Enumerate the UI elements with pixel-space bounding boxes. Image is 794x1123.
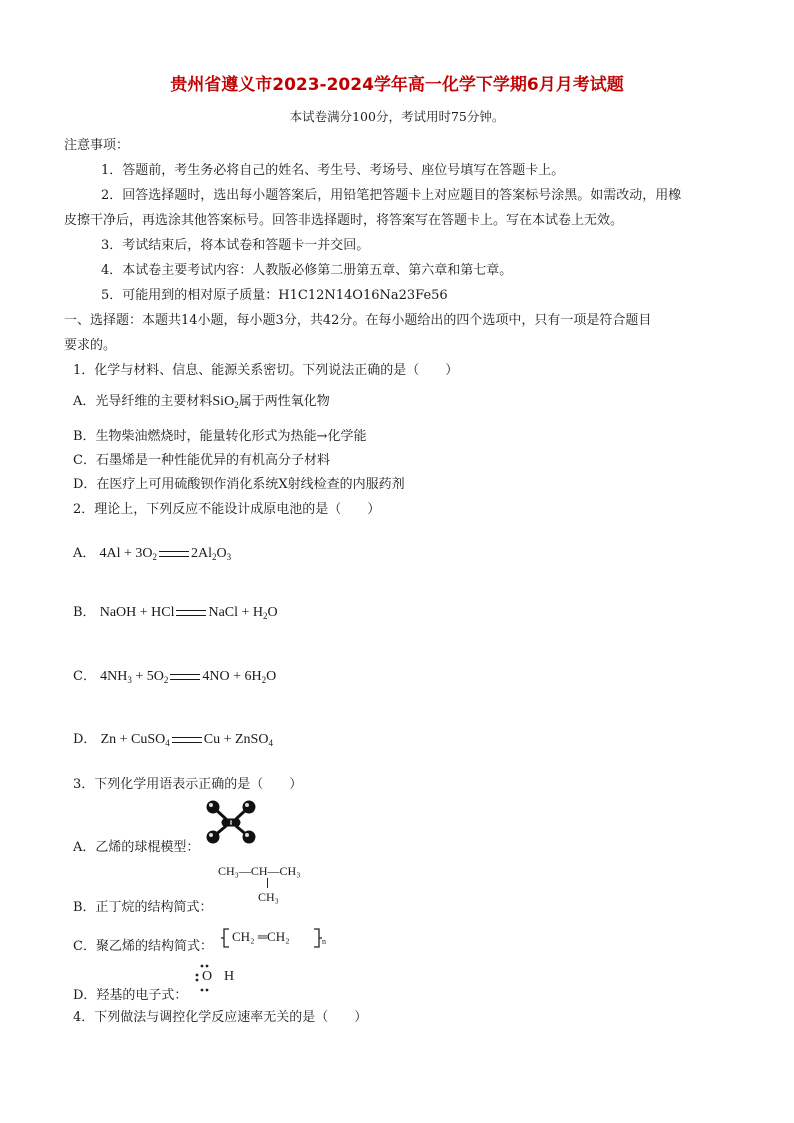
polymer-n-subscript: n	[322, 937, 326, 946]
question-1-option-b: B．生物柴油燃烧时，能量转化形式为热能→化学能	[73, 429, 367, 444]
question-2-option-b: B． NaOH + HCl NaCl + $H_2O$	[73, 605, 278, 621]
bracket-left-icon	[221, 927, 231, 949]
notice-item: 4．本试卷主要考试内容：人教版必修第二册第五章、第六章和第七章。	[101, 263, 513, 278]
question-2-option-a: A． $4Al + 3O_2$ $2Al_2O_3$	[73, 546, 232, 562]
question-2-option-c: C． $4NH_3 + 5O_2$ $4NO + 6H_2O$	[73, 669, 277, 685]
ethylene-ball-stick-model	[203, 799, 261, 845]
option-text: 属于两性氧化物	[238, 394, 330, 409]
polyethylene-structure: CH₂ ═CH₂	[232, 929, 290, 944]
hydroxyl-oxygen: O	[202, 969, 213, 984]
question-1-stem: 1．化学与材料、信息、能源关系密切。下列说法正确的是（ ）	[73, 363, 459, 378]
notice-item: 5．可能用到的相对原子质量：H1C12N14O16Na23Fe56	[101, 288, 448, 303]
equation-d: Zn + CuSO$_4$ Cu + ZnSO$_4$	[100, 732, 273, 748]
option-text: A．光导纤维的主要材料	[73, 394, 213, 409]
structure-bond	[267, 878, 268, 888]
bracket-right-icon	[312, 927, 322, 949]
question-1-option-a	[73, 390, 330, 410]
equation-b: NaOH + HCl NaCl + $H_2O$	[99, 605, 278, 621]
hydroxyl-hydrogen: H	[224, 969, 235, 984]
isobutane-structure-bottom: CH₃	[258, 890, 279, 904]
equation-c: $4NH_3 + 5O_2$ $4NO + 6H_2O$	[100, 669, 277, 685]
question-3-stem: 3．下列化学用语表示正确的是（ ）	[73, 777, 303, 792]
notice-item: 3．考试结束后，将本试卷和答题卡一并交回。	[101, 238, 370, 253]
notice-item: 1．答题前，考生务必将自己的姓名、考生号、考场号、座位号填写在答题卡上。	[101, 163, 565, 178]
notice-heading: 注意事项：	[64, 138, 130, 153]
question-2-option-d: D． Zn + CuSO$_4$ Cu + ZnSO$_4$	[73, 732, 273, 748]
question-2-stem: 2．理论上，下列反应不能设计成原电池的是（ ）	[73, 502, 381, 517]
notice-item: 2．回答选择题时，选出每小题答案后，用铅笔把答题卡上对应题目的答案标号涂黑。如需改动，用橡	[101, 188, 682, 203]
sio2-formula: SiO$_2$	[212, 394, 239, 410]
question-3-option-d: D．羟基的电子式：	[73, 988, 188, 1003]
question-1-option-c: C．石墨烯是一种性能优异的有机高分子材料	[73, 453, 330, 468]
notice-item: 皮擦干净后，再选涂其他答案标号。回答非选择题时，将答案写在答题卡上。写在本试卷上无效。	[64, 213, 624, 228]
isobutane-structure-top: CH₃—CH—CH₃	[218, 864, 301, 878]
question-3-option-c: C．聚乙烯的结构简式：	[73, 939, 213, 954]
document-title: 贵州省遵义市2023-2024学年高一化学下学期6月月考试题	[170, 75, 624, 95]
question-3-option-a: A．乙烯的球棍模型：	[73, 840, 200, 855]
section-heading-cont: 要求的。	[64, 338, 117, 353]
question-3-option-b: B．正丁烷的结构简式：	[73, 900, 213, 915]
question-1-option-d: D．在医疗上可用硫酸钡作消化系统X射线检查的内服药剂	[73, 477, 405, 492]
section-heading: 一、选择题：本题共14小题，每小题3分，共42分。在每小题给出的四个选项中，只有一项是符合题目	[64, 313, 652, 328]
document-subtitle: 本试卷满分100分，考试用时75分钟。	[289, 109, 505, 124]
equation-a: $4Al + 3O_2$ $2Al_2O_3$	[99, 546, 232, 562]
question-4-stem: 4．下列做法与调控化学反应速率无关的是（ ）	[73, 1010, 368, 1025]
